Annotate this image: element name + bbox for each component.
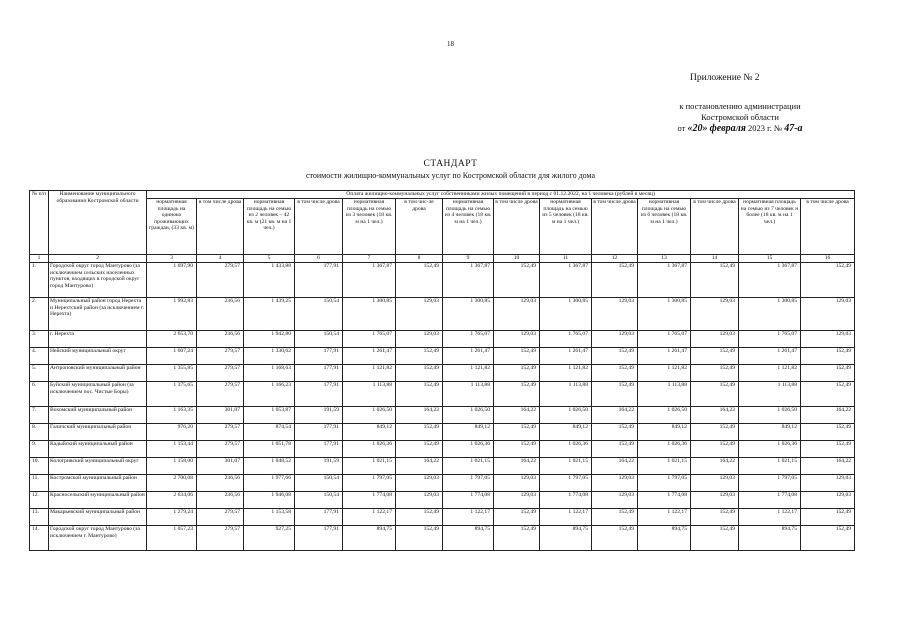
value-cell: 1 113,88 (540, 382, 592, 407)
subheader-cell: в том числе дрова (691, 199, 739, 255)
value-cell: 164,22 (396, 458, 443, 475)
value-cell: 152,49 (396, 348, 443, 365)
value-cell: 164,22 (691, 407, 739, 424)
header-number: № п/п (30, 191, 49, 255)
value-cell: 279,57 (197, 348, 244, 365)
value-cell: 177,91 (295, 526, 343, 551)
value-cell: 927,25 (244, 526, 295, 551)
column-number: 2 (49, 255, 147, 263)
value-cell: 1 942,80 (244, 331, 295, 348)
row-number: 7. (30, 407, 49, 424)
value-cell: 1 026,50 (638, 407, 691, 424)
value-cell: 191,59 (295, 407, 343, 424)
column-number: 13 (638, 255, 691, 263)
value-cell: 1 158,00 (147, 458, 197, 475)
value-cell: 152,49 (494, 348, 540, 365)
value-cell: 1 053,87 (244, 407, 295, 424)
value-cell: 152,49 (494, 382, 540, 407)
table-row (30, 382, 855, 407)
row-number: 11. (30, 475, 49, 492)
decree-reference (655, 101, 825, 134)
value-cell: 894,75 (638, 526, 691, 551)
value-cell: 152,49 (691, 263, 739, 298)
value-cell: 1 433,88 (244, 263, 295, 298)
decree-line-2: Костромской области (701, 112, 779, 122)
value-cell: 191,59 (295, 458, 343, 475)
header-name: Наименование муниципального образования Костромской области (49, 191, 147, 255)
value-cell: 152,49 (494, 365, 540, 382)
municipality-name: Красносельский муниципальный район (49, 492, 147, 509)
value-cell: 301,07 (197, 407, 244, 424)
table-row (30, 298, 855, 331)
column-number: 5 (244, 255, 295, 263)
table-row (30, 263, 855, 298)
row-number: 6. (30, 382, 49, 407)
value-cell: 129,03 (396, 475, 443, 492)
value-cell: 1 026,50 (443, 407, 494, 424)
value-cell: 152,49 (691, 509, 739, 526)
value-cell: 1 300,85 (343, 298, 396, 331)
value-cell: 177,91 (295, 424, 343, 441)
column-number: 4 (197, 255, 244, 263)
municipality-name: Антроповский муниципальный район (49, 365, 147, 382)
value-cell: 177,91 (295, 365, 343, 382)
value-cell: 152,49 (691, 441, 739, 458)
municipality-name: Галичский муниципальный район (49, 424, 147, 441)
value-cell: 1 765,07 (343, 331, 396, 348)
value-cell: 1 021,15 (343, 458, 396, 475)
value-cell: 1 797,05 (638, 475, 691, 492)
subheader-cell: в том числе дрова (494, 199, 540, 255)
column-number: 14 (691, 255, 739, 263)
value-cell: 164,22 (801, 458, 855, 475)
value-cell: 1 113,88 (638, 382, 691, 407)
value-cell: 1 026,36 (638, 441, 691, 458)
value-cell: 177,91 (295, 263, 343, 298)
value-cell: 1 261,47 (638, 348, 691, 365)
value-cell: 1 122,17 (343, 509, 396, 526)
value-cell: 129,03 (801, 475, 855, 492)
value-cell: 1 113,88 (443, 382, 494, 407)
header-group: Оплата жилищно-коммунальных услуг собственниками жилых помещений в период с 01.12.2022, на 1 человека (рублей в месяц) (147, 191, 855, 199)
value-cell: 129,03 (396, 492, 443, 509)
value-cell: 976,20 (147, 424, 197, 441)
value-cell: 152,49 (494, 424, 540, 441)
municipality-name: Нейский муниципальный округ (49, 348, 147, 365)
document-subtitle: стоимости жилищно-коммунальных услуг по Костромской области для жилого дома (305, 171, 596, 180)
value-cell: 150,54 (295, 298, 343, 331)
value-cell: 849,12 (443, 424, 494, 441)
value-cell: 152,49 (592, 348, 638, 365)
value-cell: 1 977,66 (244, 475, 295, 492)
value-cell: 1 122,17 (443, 509, 494, 526)
page-number: 18 (447, 40, 454, 48)
decree-month: февраля (709, 123, 746, 134)
value-cell: 152,49 (396, 441, 443, 458)
value-cell: 129,03 (801, 331, 855, 348)
column-number: 3 (147, 255, 197, 263)
table-row (30, 526, 855, 551)
decree-from: от (677, 123, 686, 133)
value-cell: 164,22 (592, 407, 638, 424)
value-cell: 152,49 (494, 441, 540, 458)
table-row (30, 441, 855, 458)
value-cell: 1 261,47 (443, 348, 494, 365)
value-cell: 129,03 (494, 475, 540, 492)
value-cell: 1 607,24 (147, 348, 197, 365)
row-number: 2. (30, 298, 49, 331)
value-cell: 177,91 (295, 348, 343, 365)
column-number: 1 (30, 255, 49, 263)
value-cell: 279,57 (197, 263, 244, 298)
value-cell: 164,22 (494, 407, 540, 424)
municipality-name: Костромской муниципальный район (49, 475, 147, 492)
value-cell: 1 048,52 (244, 458, 295, 475)
column-number: 8 (396, 255, 443, 263)
value-cell: 152,49 (396, 365, 443, 382)
subheader-cell: в том числе дрова (197, 199, 244, 255)
value-cell: 1 121,82 (638, 365, 691, 382)
value-cell: 849,12 (343, 424, 396, 441)
value-cell: 1 300,85 (739, 298, 801, 331)
value-cell: 152,49 (592, 382, 638, 407)
table-row (30, 407, 855, 424)
value-cell: 2 700,08 (147, 475, 197, 492)
value-cell: 849,12 (638, 424, 691, 441)
value-cell: 894,75 (343, 526, 396, 551)
value-cell: 152,49 (494, 263, 540, 298)
value-cell: 129,03 (396, 298, 443, 331)
value-cell: 150,54 (295, 492, 343, 509)
value-cell: 129,03 (494, 331, 540, 348)
value-cell: 164,22 (691, 458, 739, 475)
value-cell: 1 279,24 (147, 509, 197, 526)
value-cell: 1 153,58 (244, 509, 295, 526)
value-cell: 1 261,47 (540, 348, 592, 365)
municipality-name: Муниципальный район город Нерехта и Нерехтский район (за исключением г. Нерехта) (49, 298, 147, 331)
value-cell: 1 261,47 (739, 348, 801, 365)
value-cell: 152,49 (396, 263, 443, 298)
subheader-cell: нормативная площадь на семью из 5 человек (18 кв. м на 1 чел.) (540, 199, 592, 255)
municipality-name: г. Нерехта (49, 331, 147, 348)
value-cell: 1 168,63 (244, 365, 295, 382)
value-cell: 1 026,50 (540, 407, 592, 424)
table-row (30, 424, 855, 441)
row-number: 14. (30, 526, 49, 551)
value-cell: 152,49 (592, 526, 638, 551)
value-cell: 152,49 (801, 509, 855, 526)
table-row (30, 492, 855, 509)
subheader-cell: в том числе дрова (592, 199, 638, 255)
value-cell: 1 797,05 (443, 475, 494, 492)
municipality-name: Кадыйский муниципальный район (49, 441, 147, 458)
value-cell: 152,49 (396, 382, 443, 407)
row-number: 4. (30, 348, 49, 365)
value-cell: 236,56 (197, 492, 244, 509)
municipality-name: Кологривский муниципальный округ (49, 458, 147, 475)
value-cell: 152,49 (592, 263, 638, 298)
value-cell: 1 797,05 (343, 475, 396, 492)
value-cell: 129,03 (691, 475, 739, 492)
subheader-cell: нормативная площадь на семью из 7 человек и более (18 кв. м на 1 чел.) (739, 199, 801, 255)
value-cell: 1 367,87 (443, 263, 494, 298)
value-cell: 129,03 (494, 492, 540, 509)
decree-date-line (655, 123, 825, 134)
column-number: 15 (739, 255, 801, 263)
value-cell: 129,03 (691, 492, 739, 509)
value-cell: 1 375,65 (147, 382, 197, 407)
value-cell: 1 121,82 (443, 365, 494, 382)
value-cell: 1 774,08 (443, 492, 494, 509)
table-row (30, 331, 855, 348)
value-cell: 1 026,36 (443, 441, 494, 458)
value-cell: 1 774,08 (343, 492, 396, 509)
value-cell: 1 261,47 (343, 348, 396, 365)
value-cell: 152,49 (801, 348, 855, 365)
value-cell: 150,54 (295, 475, 343, 492)
value-cell: 279,57 (197, 424, 244, 441)
subheader-cell: нормативная площадь на семью из 3 человек (18 кв. м на 1 чел.) (343, 199, 396, 255)
value-cell: 894,75 (540, 526, 592, 551)
municipality-name: Городской округ город Мантурово (за исключением г. Мантурово) (49, 526, 147, 551)
subheader-row (30, 199, 855, 255)
value-cell: 279,57 (197, 526, 244, 551)
value-cell: 129,03 (691, 298, 739, 331)
value-cell: 279,57 (197, 382, 244, 407)
value-cell: 152,49 (494, 509, 540, 526)
value-cell: 152,49 (691, 365, 739, 382)
value-cell: 1 367,87 (638, 263, 691, 298)
value-cell: 129,03 (592, 492, 638, 509)
value-cell: 1 122,17 (540, 509, 592, 526)
value-cell: 1 797,05 (540, 475, 592, 492)
value-cell: 1 439,25 (244, 298, 295, 331)
value-cell: 1 122,17 (638, 509, 691, 526)
value-cell: 152,49 (691, 526, 739, 551)
value-cell: 164,22 (801, 407, 855, 424)
value-cell: 1 021,15 (540, 458, 592, 475)
value-cell: 129,03 (592, 298, 638, 331)
value-cell: 236,56 (197, 475, 244, 492)
decree-day: «20» (687, 123, 708, 134)
value-cell: 1 021,15 (638, 458, 691, 475)
value-cell: 1 697,90 (147, 263, 197, 298)
subheader-cell: нормативная площадь на одиноко проживающих граждан, (33 кв. м) (147, 199, 197, 255)
cost-standard-table (29, 190, 855, 551)
value-cell: 152,49 (396, 509, 443, 526)
value-cell: 1 765,07 (540, 331, 592, 348)
value-cell: 1 946,08 (244, 492, 295, 509)
column-number: 7 (343, 255, 396, 263)
value-cell: 1 051,78 (244, 441, 295, 458)
table-row (30, 365, 855, 382)
value-cell: 1 026,50 (739, 407, 801, 424)
value-cell: 1 163,35 (147, 407, 197, 424)
value-cell: 2 653,70 (147, 331, 197, 348)
value-cell: 236,56 (197, 298, 244, 331)
value-cell: 1 355,85 (147, 365, 197, 382)
value-cell: 129,03 (494, 298, 540, 331)
value-cell: 1 026,36 (343, 441, 396, 458)
value-cell: 1 300,85 (540, 298, 592, 331)
value-cell: 1 367,87 (739, 263, 801, 298)
value-cell: 1 992,83 (147, 298, 197, 331)
value-cell: 1 026,36 (739, 441, 801, 458)
value-cell: 152,49 (691, 348, 739, 365)
value-cell: 1 113,88 (343, 382, 396, 407)
value-cell: 129,03 (801, 298, 855, 331)
decree-number: 47-а (784, 123, 803, 134)
subheader-cell: в том числе дрова (295, 199, 343, 255)
value-cell: 1 026,36 (540, 441, 592, 458)
column-number: 6 (295, 255, 343, 263)
subheader-cell: в том чис-ле дрова (396, 199, 443, 255)
table-row (30, 458, 855, 475)
row-number: 10. (30, 458, 49, 475)
subheader-cell: нормативная площадь на семью из 4 человек (18 кв. м на 1 чел.) (443, 199, 494, 255)
subheader-cell: в том числе дрова (801, 199, 855, 255)
value-cell: 152,49 (801, 365, 855, 382)
value-cell: 1 774,08 (540, 492, 592, 509)
value-cell: 279,57 (197, 365, 244, 382)
decree-year: 2023 г. № (748, 123, 783, 133)
value-cell: 152,49 (592, 424, 638, 441)
value-cell: 164,22 (592, 458, 638, 475)
row-number: 5. (30, 365, 49, 382)
table-row (30, 475, 855, 492)
value-cell: 1 774,08 (739, 492, 801, 509)
value-cell: 152,49 (592, 509, 638, 526)
subheader-cell: нормативная площадь на семью из 6 человек (18 кв. м на 1 чел.) (638, 199, 691, 255)
value-cell: 301,07 (197, 458, 244, 475)
value-cell: 152,49 (801, 424, 855, 441)
value-cell: 152,49 (801, 382, 855, 407)
value-cell: 164,22 (396, 407, 443, 424)
value-cell: 1 057,23 (147, 526, 197, 551)
column-number: 11 (540, 255, 592, 263)
value-cell: 152,49 (801, 526, 855, 551)
value-cell: 152,49 (801, 441, 855, 458)
table-body (30, 263, 855, 551)
value-cell: 129,03 (592, 475, 638, 492)
row-number: 8. (30, 424, 49, 441)
row-number: 13. (30, 509, 49, 526)
value-cell: 1 121,82 (739, 365, 801, 382)
column-number: 12 (592, 255, 638, 263)
value-cell: 152,49 (801, 263, 855, 298)
column-number: 10 (494, 255, 540, 263)
value-cell: 1 765,07 (443, 331, 494, 348)
municipality-name: Городской округ город Мантурово (за исключением сельских населенных пунктов, входящих в городской округ город Мантурово) (49, 263, 147, 298)
municipality-name: Буйский муниципальный район (за исключением пос. Чистые Боры) (49, 382, 147, 407)
value-cell: 894,75 (739, 526, 801, 551)
value-cell: 894,75 (443, 526, 494, 551)
value-cell: 2 634,06 (147, 492, 197, 509)
value-cell: 129,03 (801, 492, 855, 509)
value-cell: 150,54 (295, 331, 343, 348)
value-cell: 152,49 (592, 441, 638, 458)
value-cell: 177,91 (295, 382, 343, 407)
row-number: 3. (30, 331, 49, 348)
value-cell: 152,49 (396, 526, 443, 551)
row-number: 9. (30, 441, 49, 458)
value-cell: 152,49 (494, 526, 540, 551)
value-cell: 1 797,05 (739, 475, 801, 492)
appendix-label: Приложение № 2 (690, 73, 760, 83)
value-cell: 1 121,82 (343, 365, 396, 382)
value-cell: 1 300,85 (638, 298, 691, 331)
column-number: 9 (443, 255, 494, 263)
value-cell: 1 367,87 (343, 263, 396, 298)
decree-line-1: к постановлению администрации (679, 101, 801, 111)
value-cell: 177,91 (295, 509, 343, 526)
value-cell: 1 300,85 (443, 298, 494, 331)
value-cell: 1 774,08 (638, 492, 691, 509)
column-number-row (30, 255, 855, 263)
value-cell: 164,22 (494, 458, 540, 475)
municipality-name: Вохомский муниципальный район (49, 407, 147, 424)
value-cell: 1 765,07 (638, 331, 691, 348)
value-cell: 1 330,62 (244, 348, 295, 365)
value-cell: 177,91 (295, 441, 343, 458)
subheader-cell: нормативная площадь на семью из 2 человек – 42 кв. м (21 кв. м на 1 чел.) (244, 199, 295, 255)
document-title: СТАНДАРТ (423, 159, 478, 169)
value-cell: 1 166,23 (244, 382, 295, 407)
row-number: 12. (30, 492, 49, 509)
table-row (30, 509, 855, 526)
value-cell: 1 026,50 (343, 407, 396, 424)
municipality-name: Макарьевский муниципальный район (49, 509, 147, 526)
value-cell: 1 021,15 (739, 458, 801, 475)
row-number: 1. (30, 263, 49, 298)
value-cell: 129,03 (396, 331, 443, 348)
value-cell: 236,56 (197, 331, 244, 348)
column-number: 16 (801, 255, 855, 263)
value-cell: 1 122,17 (739, 509, 801, 526)
value-cell: 152,49 (691, 424, 739, 441)
value-cell: 152,49 (691, 382, 739, 407)
value-cell: 129,03 (592, 331, 638, 348)
value-cell: 152,49 (396, 424, 443, 441)
value-cell: 1 113,88 (739, 382, 801, 407)
value-cell: 152,49 (592, 365, 638, 382)
value-cell: 1 121,82 (540, 365, 592, 382)
value-cell: 1 021,15 (443, 458, 494, 475)
value-cell: 849,12 (739, 424, 801, 441)
value-cell: 1 153,44 (147, 441, 197, 458)
value-cell: 874,54 (244, 424, 295, 441)
value-cell: 279,57 (197, 509, 244, 526)
value-cell: 849,12 (540, 424, 592, 441)
value-cell: 1 367,87 (540, 263, 592, 298)
value-cell: 129,03 (691, 331, 739, 348)
table-row (30, 348, 855, 365)
value-cell: 279,57 (197, 441, 244, 458)
value-cell: 1 765,07 (739, 331, 801, 348)
